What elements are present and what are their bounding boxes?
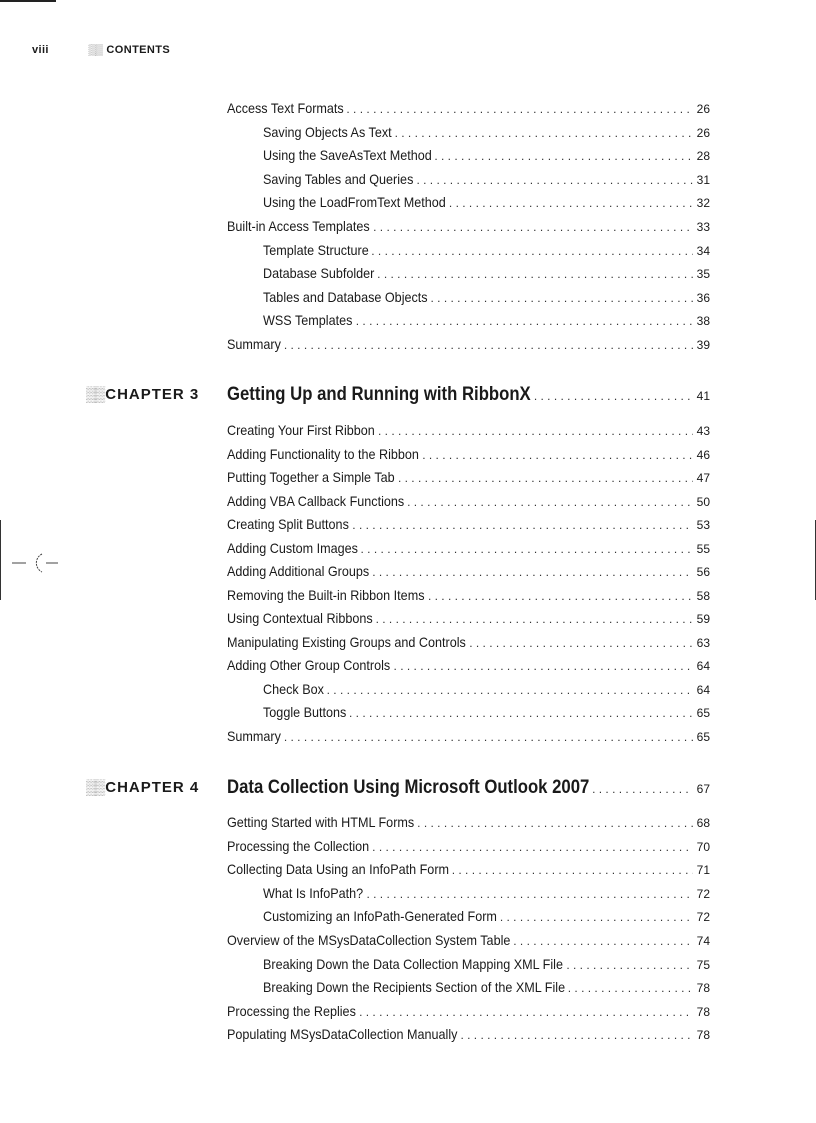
dot-leader	[422, 448, 693, 462]
entry-page-number: 53	[696, 518, 710, 532]
dot-leader	[398, 471, 693, 485]
toc-entry[interactable]	[227, 422, 710, 438]
toc-entry[interactable]	[227, 610, 710, 626]
entry-title: Saving Objects As Text	[263, 124, 392, 140]
dot-leader	[394, 659, 693, 673]
entry-page-number: 47	[696, 471, 710, 485]
entry-title: Getting Started with HTML Forms	[227, 814, 415, 830]
entry-page-number: 55	[696, 542, 710, 556]
entry-page-number: 38	[696, 314, 710, 328]
toc-entry[interactable]	[227, 336, 710, 352]
dot-leader	[566, 958, 693, 972]
entry-page-number: 59	[696, 612, 710, 626]
entry-title: Manipulating Existing Groups and Controls	[227, 634, 466, 650]
dot-leader	[376, 612, 693, 626]
toc-entry[interactable]	[227, 563, 710, 579]
dot-leader	[460, 1028, 693, 1042]
toc-entry[interactable]	[263, 194, 710, 210]
entry-title: Built-in Access Templates	[227, 218, 370, 234]
entry-page-number: 72	[696, 910, 710, 924]
entry-title: Using the SaveAsText Method	[263, 147, 432, 163]
entry-page-number: 64	[696, 683, 710, 697]
entry-title: Tables and Database Objects	[263, 289, 428, 305]
entry-page-number: 72	[696, 887, 710, 901]
entry-title: Processing the Collection	[227, 838, 370, 854]
entry-title: Adding Additional Groups	[227, 563, 370, 579]
dot-leader	[500, 910, 693, 924]
dot-leader	[352, 518, 693, 532]
crop-line-left	[0, 520, 1, 600]
dot-leader	[371, 244, 693, 258]
entry-page-number: 31	[696, 173, 710, 187]
entry-title: Putting Together a Simple Tab	[227, 469, 395, 485]
entry-page-number: 71	[696, 863, 710, 877]
entry-page-number: 78	[696, 981, 710, 995]
dot-leader	[407, 495, 693, 509]
entry-title: Database Subfolder	[263, 265, 375, 281]
entry-page-number: 34	[696, 244, 710, 258]
chapter-number: CHAPTER 3	[105, 386, 200, 403]
chapter-entry[interactable]	[227, 384, 710, 406]
page-number: viii	[32, 44, 49, 56]
entry-page-number: 63	[696, 636, 710, 650]
entry-title: Check Box	[263, 681, 324, 697]
toc-entry[interactable]	[263, 312, 710, 328]
dot-leader	[534, 389, 693, 403]
dot-leader	[327, 683, 693, 697]
header-marker: ▒▒	[88, 44, 102, 56]
chapter-number: CHAPTER 4	[105, 779, 200, 796]
chapter-entry[interactable]	[227, 777, 710, 799]
entry-page-number: 75	[696, 958, 710, 972]
toc-entry[interactable]	[227, 218, 710, 234]
dot-leader	[366, 887, 693, 901]
toc-entry[interactable]	[227, 814, 710, 830]
toc-entry[interactable]	[227, 657, 710, 673]
dot-leader	[356, 314, 693, 328]
dot-leader	[346, 102, 693, 116]
dot-leader	[361, 542, 693, 556]
toc-entry[interactable]	[227, 493, 710, 509]
entry-title: Creating Your First Ribbon	[227, 422, 375, 438]
chapter-label	[86, 779, 199, 796]
dot-leader	[377, 267, 693, 281]
entry-page-number: 39	[696, 338, 710, 352]
entry-title: Template Structure	[263, 242, 369, 258]
entry-page-number: 43	[696, 424, 710, 438]
toc-entry[interactable]	[227, 100, 710, 116]
toc-entry[interactable]	[263, 147, 710, 163]
entry-page-number: 70	[696, 840, 710, 854]
entry-page-number: 32	[696, 196, 710, 210]
dot-leader	[284, 338, 693, 352]
entry-page-number: 26	[696, 102, 710, 116]
entry-page-number: 28	[696, 149, 710, 163]
toc-entry[interactable]	[227, 1026, 710, 1042]
toc-entry[interactable]	[227, 516, 710, 532]
entry-title: Overview of the MSysDataCollection System Table	[227, 932, 511, 948]
toc-entry[interactable]	[227, 861, 710, 877]
entry-page-number: 68	[696, 816, 710, 830]
entry-title: What Is InfoPath?	[263, 885, 364, 901]
entry-title: Access Text Formats	[227, 100, 344, 116]
dot-leader	[284, 730, 693, 744]
entry-title: Adding Other Group Controls	[227, 657, 391, 673]
chapter-marker: ▒▒	[86, 386, 104, 403]
entry-title: Breaking Down the Recipients Section of the XML File	[263, 979, 566, 995]
toc-entry[interactable]	[227, 540, 710, 556]
entry-page-number: 65	[696, 706, 710, 720]
entry-title: Collecting Data Using an InfoPath Form	[227, 861, 450, 877]
entry-page-number: 78	[696, 1005, 710, 1019]
dot-leader	[349, 706, 693, 720]
entry-title: Processing the Replies	[227, 1003, 356, 1019]
toc-entry[interactable]	[263, 704, 710, 720]
entry-page-number: 74	[696, 934, 710, 948]
entry-title: Toggle Buttons	[263, 704, 347, 720]
toc-entry[interactable]	[227, 587, 710, 603]
entry-title: Using the LoadFromText Method	[263, 194, 446, 210]
registration-mark-icon	[12, 548, 60, 578]
entry-page-number: 33	[696, 220, 710, 234]
entry-title: Adding Custom Images	[227, 540, 358, 556]
toc-entry[interactable]	[227, 728, 710, 744]
entry-page-number: 78	[696, 1028, 710, 1042]
toc-entry[interactable]	[263, 171, 710, 187]
toc-entry[interactable]	[263, 885, 710, 901]
toc-entry[interactable]	[227, 634, 710, 650]
entry-title: Populating MSysDataCollection Manually	[227, 1026, 458, 1042]
dot-leader	[592, 782, 693, 796]
entry-title: Saving Tables and Queries	[263, 171, 414, 187]
chapter-marker: ▒▒	[86, 779, 104, 796]
running-header	[32, 44, 170, 56]
entry-title: Summary	[227, 728, 281, 744]
dot-leader	[452, 863, 693, 877]
entry-title: Removing the Built-in Ribbon Items	[227, 587, 425, 603]
dot-leader	[431, 291, 694, 305]
toc-entry[interactable]	[263, 956, 710, 972]
entry-page-number: 41	[696, 389, 710, 403]
toc-entry[interactable]	[227, 1003, 710, 1019]
entry-page-number: 56	[696, 565, 710, 579]
entry-page-number: 35	[696, 267, 710, 281]
dot-leader	[378, 424, 693, 438]
toc-entry[interactable]	[263, 124, 710, 140]
entry-page-number: 58	[696, 589, 710, 603]
toc-entry[interactable]	[263, 242, 710, 258]
dot-leader	[449, 196, 693, 210]
dot-leader	[417, 816, 693, 830]
toc-entry[interactable]	[227, 838, 710, 854]
dot-leader	[395, 126, 693, 140]
entry-title: Customizing an InfoPath-Generated Form	[263, 908, 497, 924]
chapter-label	[86, 386, 199, 403]
toc-entry[interactable]	[263, 979, 710, 995]
toc-entry[interactable]	[227, 469, 710, 485]
entry-title: Summary	[227, 336, 281, 352]
entry-title: Data Collection Using Microsoft Outlook 2007	[227, 777, 590, 798]
dot-leader	[469, 636, 693, 650]
dot-leader	[359, 1005, 693, 1019]
entry-page-number: 36	[696, 291, 710, 305]
entry-title: Adding Functionality to the Ribbon	[227, 446, 419, 462]
entry-title: Using Contextual Ribbons	[227, 610, 373, 626]
dot-leader	[416, 173, 693, 187]
dot-leader	[373, 220, 693, 234]
toc-entry[interactable]	[263, 289, 710, 305]
toc-entry[interactable]	[263, 265, 710, 281]
dot-leader	[372, 840, 693, 854]
entry-title: WSS Templates	[263, 312, 353, 328]
entry-page-number: 67	[696, 782, 710, 796]
toc-entry[interactable]	[227, 932, 710, 948]
entry-title: Breaking Down the Data Collection Mapping XML File	[263, 956, 563, 972]
toc-entry[interactable]	[263, 908, 710, 924]
dot-leader	[428, 589, 693, 603]
dot-leader	[434, 149, 693, 163]
entry-page-number: 65	[696, 730, 710, 744]
toc-entry[interactable]	[227, 446, 710, 462]
toc-entry[interactable]	[263, 681, 710, 697]
entry-title: Creating Split Buttons	[227, 516, 349, 532]
top-rule	[0, 0, 56, 2]
entry-page-number: 50	[696, 495, 710, 509]
running-title: CONTENTS	[106, 44, 171, 56]
dot-leader	[513, 934, 693, 948]
entry-page-number: 26	[696, 126, 710, 140]
entry-page-number: 64	[696, 659, 710, 673]
entry-title: Getting Up and Running with RibbonX	[227, 384, 531, 405]
dot-leader	[372, 565, 693, 579]
dot-leader	[568, 981, 693, 995]
entry-page-number: 46	[696, 448, 710, 462]
entry-title: Adding VBA Callback Functions	[227, 493, 405, 509]
